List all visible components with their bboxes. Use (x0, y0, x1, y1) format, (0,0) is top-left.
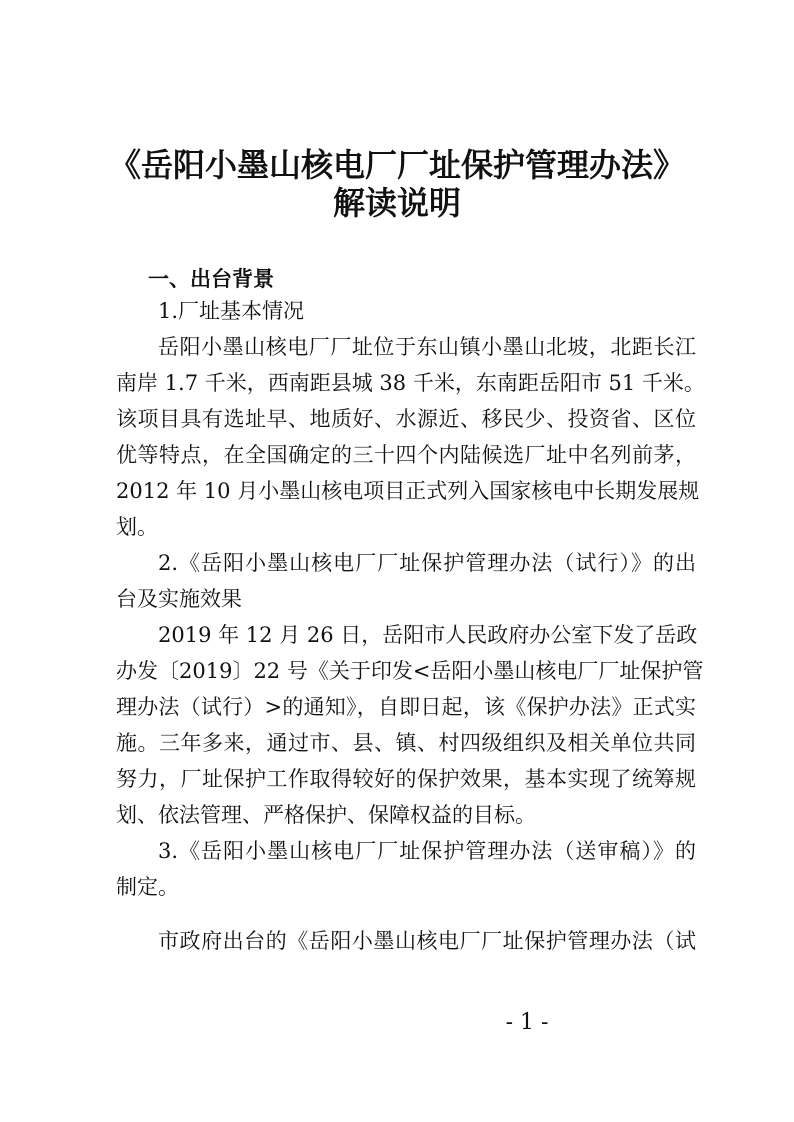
paragraph-line: 理办法（试行）>的通知》，自即日起，该《保护办法》正式实 (116, 695, 696, 719)
page-number: - 1 - (505, 1010, 549, 1035)
document-title-line-2: 解读说明 (332, 184, 461, 222)
subheading-trial-measures: 2.《岳阳小墨山核电厂厂址保护管理办法（试行）》的出 (158, 551, 696, 575)
paragraph-line: 该项目具有选址早、地质好、水源近、移民少、投资省、区位 (116, 407, 696, 431)
document-title-line-1: 《岳阳小墨山核电厂厂址保护管理办法》 (108, 146, 685, 184)
subheading-draft-measures: 3.《岳阳小墨山核电厂厂址保护管理办法（送审稿）》的 (158, 839, 696, 863)
subheading-site-basics: 1.厂址基本情况 (158, 299, 305, 323)
paragraph-line: 划。 (116, 515, 158, 539)
subheading-draft-measures-cont: 制定。 (116, 875, 179, 899)
section-heading-background: 一、出台背景 (148, 267, 274, 291)
subheading-trial-measures-cont: 台及实施效果 (116, 587, 242, 611)
paragraph-line: 2012 年 10 月小墨山核电项目正式列入国家核电中长期发展规 (116, 479, 700, 503)
paragraph-line: 划、依法管理、严格保护、保障权益的目标。 (116, 803, 536, 827)
paragraph-line: 南岸 1.7 千米，西南距县城 38 千米，东南距岳阳市 51 千米。 (116, 371, 705, 395)
paragraph-line: 优等特点，在全国确定的三十四个内陆候选厂址中名列前茅， (116, 443, 696, 467)
paragraph-line: 办发〔2019〕22 号《关于印发<岳阳小墨山核电厂厂址保护管 (116, 659, 704, 683)
paragraph-line: 2019 年 12 月 26 日，岳阳市人民政府办公室下发了岳政 (158, 623, 698, 647)
paragraph-line: 施。三年多来，通过市、县、镇、村四级组织及相关单位共同 (116, 731, 696, 755)
paragraph-line: 努力，厂址保护工作取得较好的保护效果，基本实现了统筹规 (116, 767, 696, 791)
paragraph-line: 岳阳小墨山核电厂厂址位于东山镇小墨山北坡，北距长江 (158, 335, 696, 359)
paragraph-line: 市政府出台的《岳阳小墨山核电厂厂址保护管理办法（试 (158, 929, 696, 953)
